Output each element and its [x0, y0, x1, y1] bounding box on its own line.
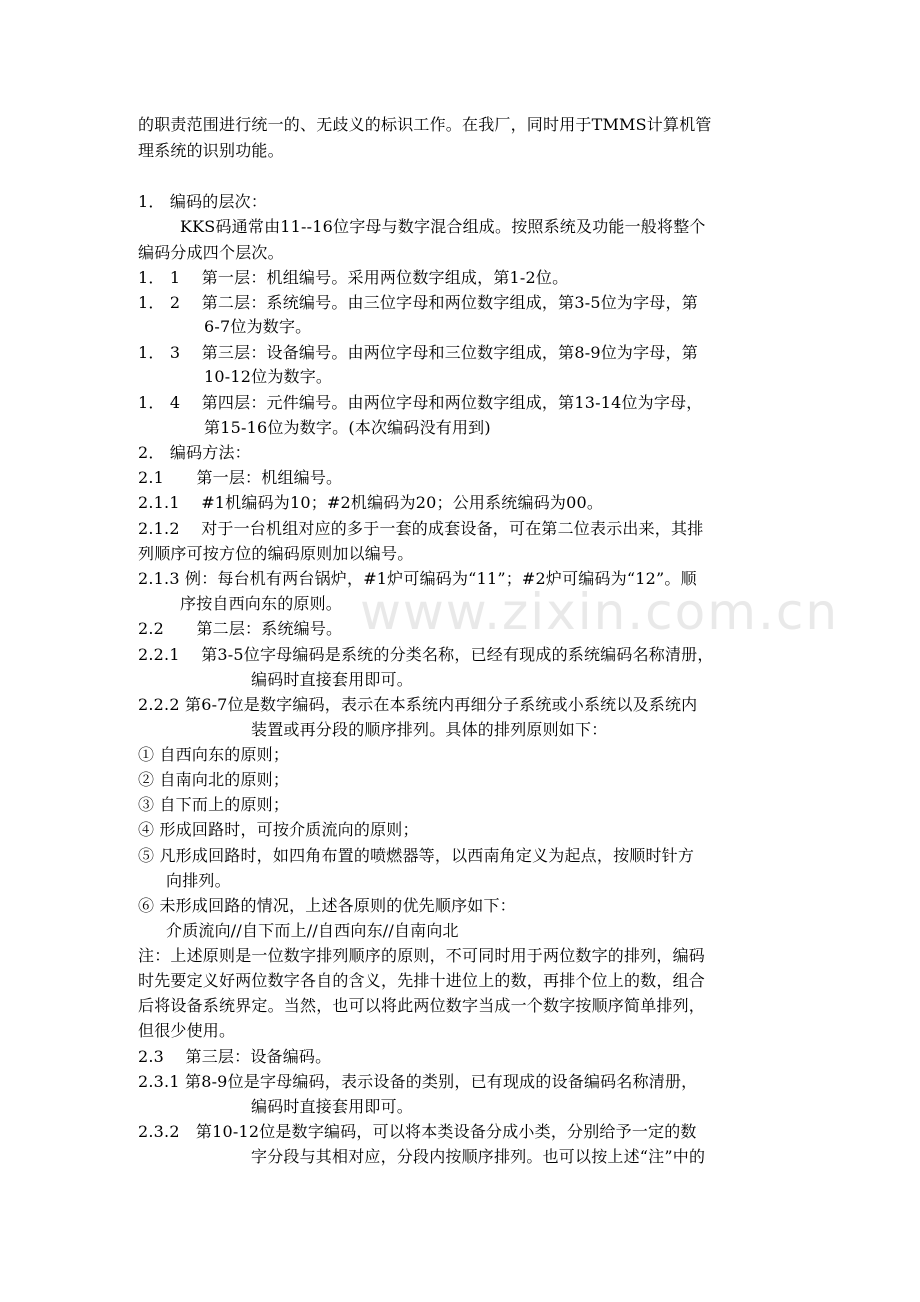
list-item: ⑥ 未形成回路的情况，上述各原则的优先顺序如下：: [138, 896, 516, 915]
text-line: 时先要定义好两位数字各自的含义，先排十进位上的数，再排个位上的数，组合: [138, 971, 706, 990]
text-line: 列顺序可按方位的编码原则加以编号。: [138, 544, 414, 563]
text-line: 但很少使用。: [138, 1021, 236, 1040]
text-line: 6-7位为数字。: [204, 317, 312, 336]
list-item: 2.3 第三层：设备编码。: [138, 1047, 332, 1066]
list-item: 2.1 第一层：机组编号。: [138, 468, 343, 487]
text-line: 后将设备系统界定。当然，也可以将此两位数字当成一个数字按顺序简单排列，: [138, 996, 706, 1015]
list-item: 2.1.3 例：每台机有两台锅炉，#1炉可编码为“11”；#2炉可编码为“12”。顺: [138, 569, 697, 588]
text-line: 第15-16位为数字。(本次编码没有用到): [204, 418, 491, 437]
text-line: 编码时直接套用即可。: [251, 670, 414, 689]
text-line: 装置或再分段的顺序排列。具体的排列原则如下：: [251, 720, 608, 739]
text-line: 字分段与其相对应，分段内按顺序排列。也可以按上述“注”中的: [251, 1147, 706, 1166]
list-item: 2.2.1 第3-5位字母编码是系统的分类名称，已经有现成的系统编码名称清册，: [138, 645, 714, 664]
list-item: 2.2.2 第6-7位是数字编码，表示在本系统内再细分子系统或小系统以及系统内: [138, 695, 698, 714]
list-item: 1． 2 第二层：系统编号。由三位字母和两位数字组成，第3-5位为字母，第: [138, 293, 698, 312]
text-line: 的职责范围进行统一的、无歧义的标识工作。在我厂，同时用于TMMS计算机管: [138, 115, 712, 134]
list-item: 2.1.1 #1机编码为10；#2机编码为20；公用系统编码为00。: [138, 493, 604, 512]
list-item: 2.1.2 对于一台机组对应的多于一套的成套设备，可在第二位表示出来，其排: [138, 519, 704, 538]
note-line: 注：上述原则是一位数字排列顺序的原则，不可同时用于两位数字的排列，编码: [138, 946, 706, 965]
list-item: 2.3.1 第8-9位是字母编码，表示设备的类别，已有现成的设备编码名称清册，: [138, 1072, 698, 1091]
text-line: KKS码通常由11--16位字母与数字混合组成。按照系统及功能一般将整个: [180, 217, 706, 236]
section-heading: 1． 编码的层次：: [138, 192, 268, 211]
text-line: 序按自西向东的原则。: [180, 594, 343, 613]
text-line: 向排列。: [166, 871, 231, 890]
list-item: ④ 形成回路时，可按介质流向的原则；: [138, 820, 419, 839]
list-item: ② 自南向北的原则；: [138, 770, 290, 789]
text-line: 介质流向//自下而上//自西向东//自南向北: [166, 921, 459, 940]
text-line: 编码分成四个层次。: [138, 243, 284, 262]
watermark: www.zixin.com.cn: [360, 583, 840, 641]
text-line: 理系统的识别功能。: [138, 141, 284, 160]
text-line: 编码时直接套用即可。: [251, 1097, 414, 1116]
list-item: ① 自西向东的原则；: [138, 745, 290, 764]
section-heading: 2． 编码方法：: [138, 443, 251, 462]
text-line: 10-12位为数字。: [204, 367, 333, 386]
list-item: ③ 自下而上的原则；: [138, 795, 290, 814]
list-item: ⑤ 凡形成回路时，如四角布置的喷燃器等，以西南角定义为起点，按顺时针方: [138, 846, 695, 865]
list-item: 1． 1 第一层：机组编号。采用两位数字组成，第1-2位。: [138, 268, 569, 287]
list-item: 1． 3 第三层：设备编号。由两位字母和三位数字组成，第8-9位为字母，第: [138, 343, 698, 362]
list-item: 2.3.2 第10-12位是数字编码，可以将本类设备分成小类，分别给予一定的数: [138, 1122, 697, 1141]
list-item: 2.2 第二层：系统编号。: [138, 619, 343, 638]
list-item: 1． 4 第四层：元件编号。由两位字母和两位数字组成，第13-14位为字母，: [138, 393, 703, 412]
